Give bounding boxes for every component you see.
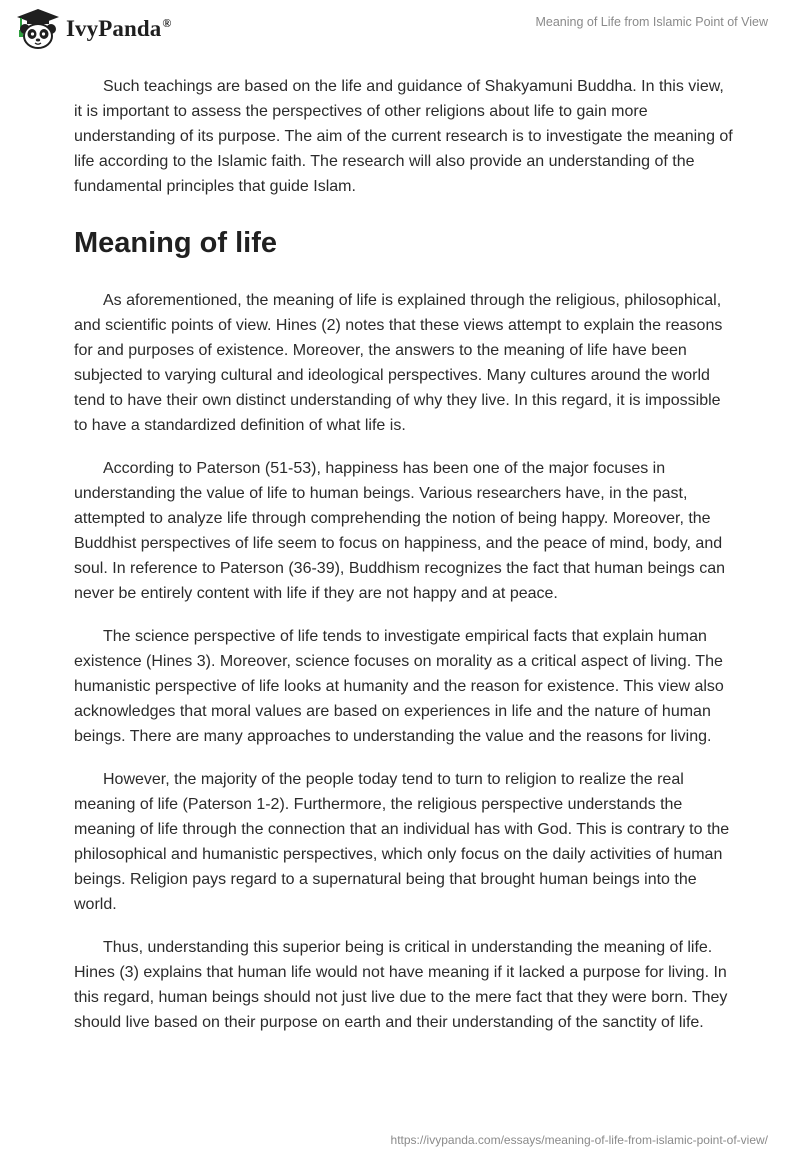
body-paragraph: Thus, understanding this superior being is critical in understanding the meaning of life. Hines (3) explains that human life would not have meaning if it lacked a purpose for living. In this regard, human beings should not just live due to the mere fact that they were born. They should live based on their purpose on earth and their understanding of the sanctity of life. <box>74 939 728 1031</box>
panda-graduate-icon <box>14 7 62 51</box>
ivypanda-logo[interactable] <box>14 7 171 51</box>
document-title: Meaning of Life from Islamic Point of View <box>535 15 768 29</box>
body-paragraph: The science perspective of life tends to investigate empirical facts that explain human existence (Hines 3). Moreover, science focuses on morality as a critical aspect of living. The humanistic perspective of life looks at humanity and the reason for existence. This view also acknowledges that moral values are based on experiences in life and the nature of human beings. There are many approaches to understanding the value and the reasons for living. <box>74 628 724 745</box>
body-paragraph: However, the majority of the people today tend to turn to religion to realize the real meaning of life (Paterson 1-2). Furthermore, the religious perspective understands the meaning of life through the connection that an individual has with God. This is contrary to the philosophical and humanistic perspectives, which only focus on the daily activities of human beings. Religion pays regard to a supernatural being that brought human beings into the world. <box>74 771 730 913</box>
section-heading: Meaning of life <box>74 227 277 259</box>
intro-paragraph: Such teachings are based on the life and guidance of Shakyamuni Buddha. In this view, it is important to assess the perspectives of other religions about life to gain more understanding of its purpose. The aim of the current research is to investigate the meaning of life according to the Islamic faith. The research will also provide an understanding of the fundamental principles that guide Islam. <box>74 78 733 195</box>
body-paragraph: According to Paterson (51-53), happiness has been one of the major focuses in understanding the value of life to human beings. Various researchers have, in the past, attempted to analyze life through comprehending the notion of being happy. Moreover, the Buddhist perspectives of life seem to focus on happiness, and the peace of mind, body, and soul. In reference to Paterson (36-39), Buddhism recognizes the fact that human beings can never be entirely content with life if they are not happy and at peace. <box>74 460 726 602</box>
brand-name: IvyPanda® <box>66 16 172 41</box>
source-url-link[interactable]: https://ivypanda.com/essays/meaning-of-life-from-islamic-point-of-view/ <box>390 1133 768 1147</box>
body-paragraph: As aforementioned, the meaning of life is explained through the religious, philosophical, and scientific points of view. Hines (2) notes that these views attempt to explain the reasons for and purposes of existence. Moreover, the answers to the meaning of life have been subjected to varying cultural and ideological perspectives. Many cultures around the world tend to have their own distinct understanding of why they live. In this regard, it is impossible to have a standardized definition of what life is. <box>74 292 723 434</box>
registered-mark: ® <box>162 16 172 31</box>
page-header <box>0 0 800 70</box>
essay-body <box>74 74 734 1053</box>
